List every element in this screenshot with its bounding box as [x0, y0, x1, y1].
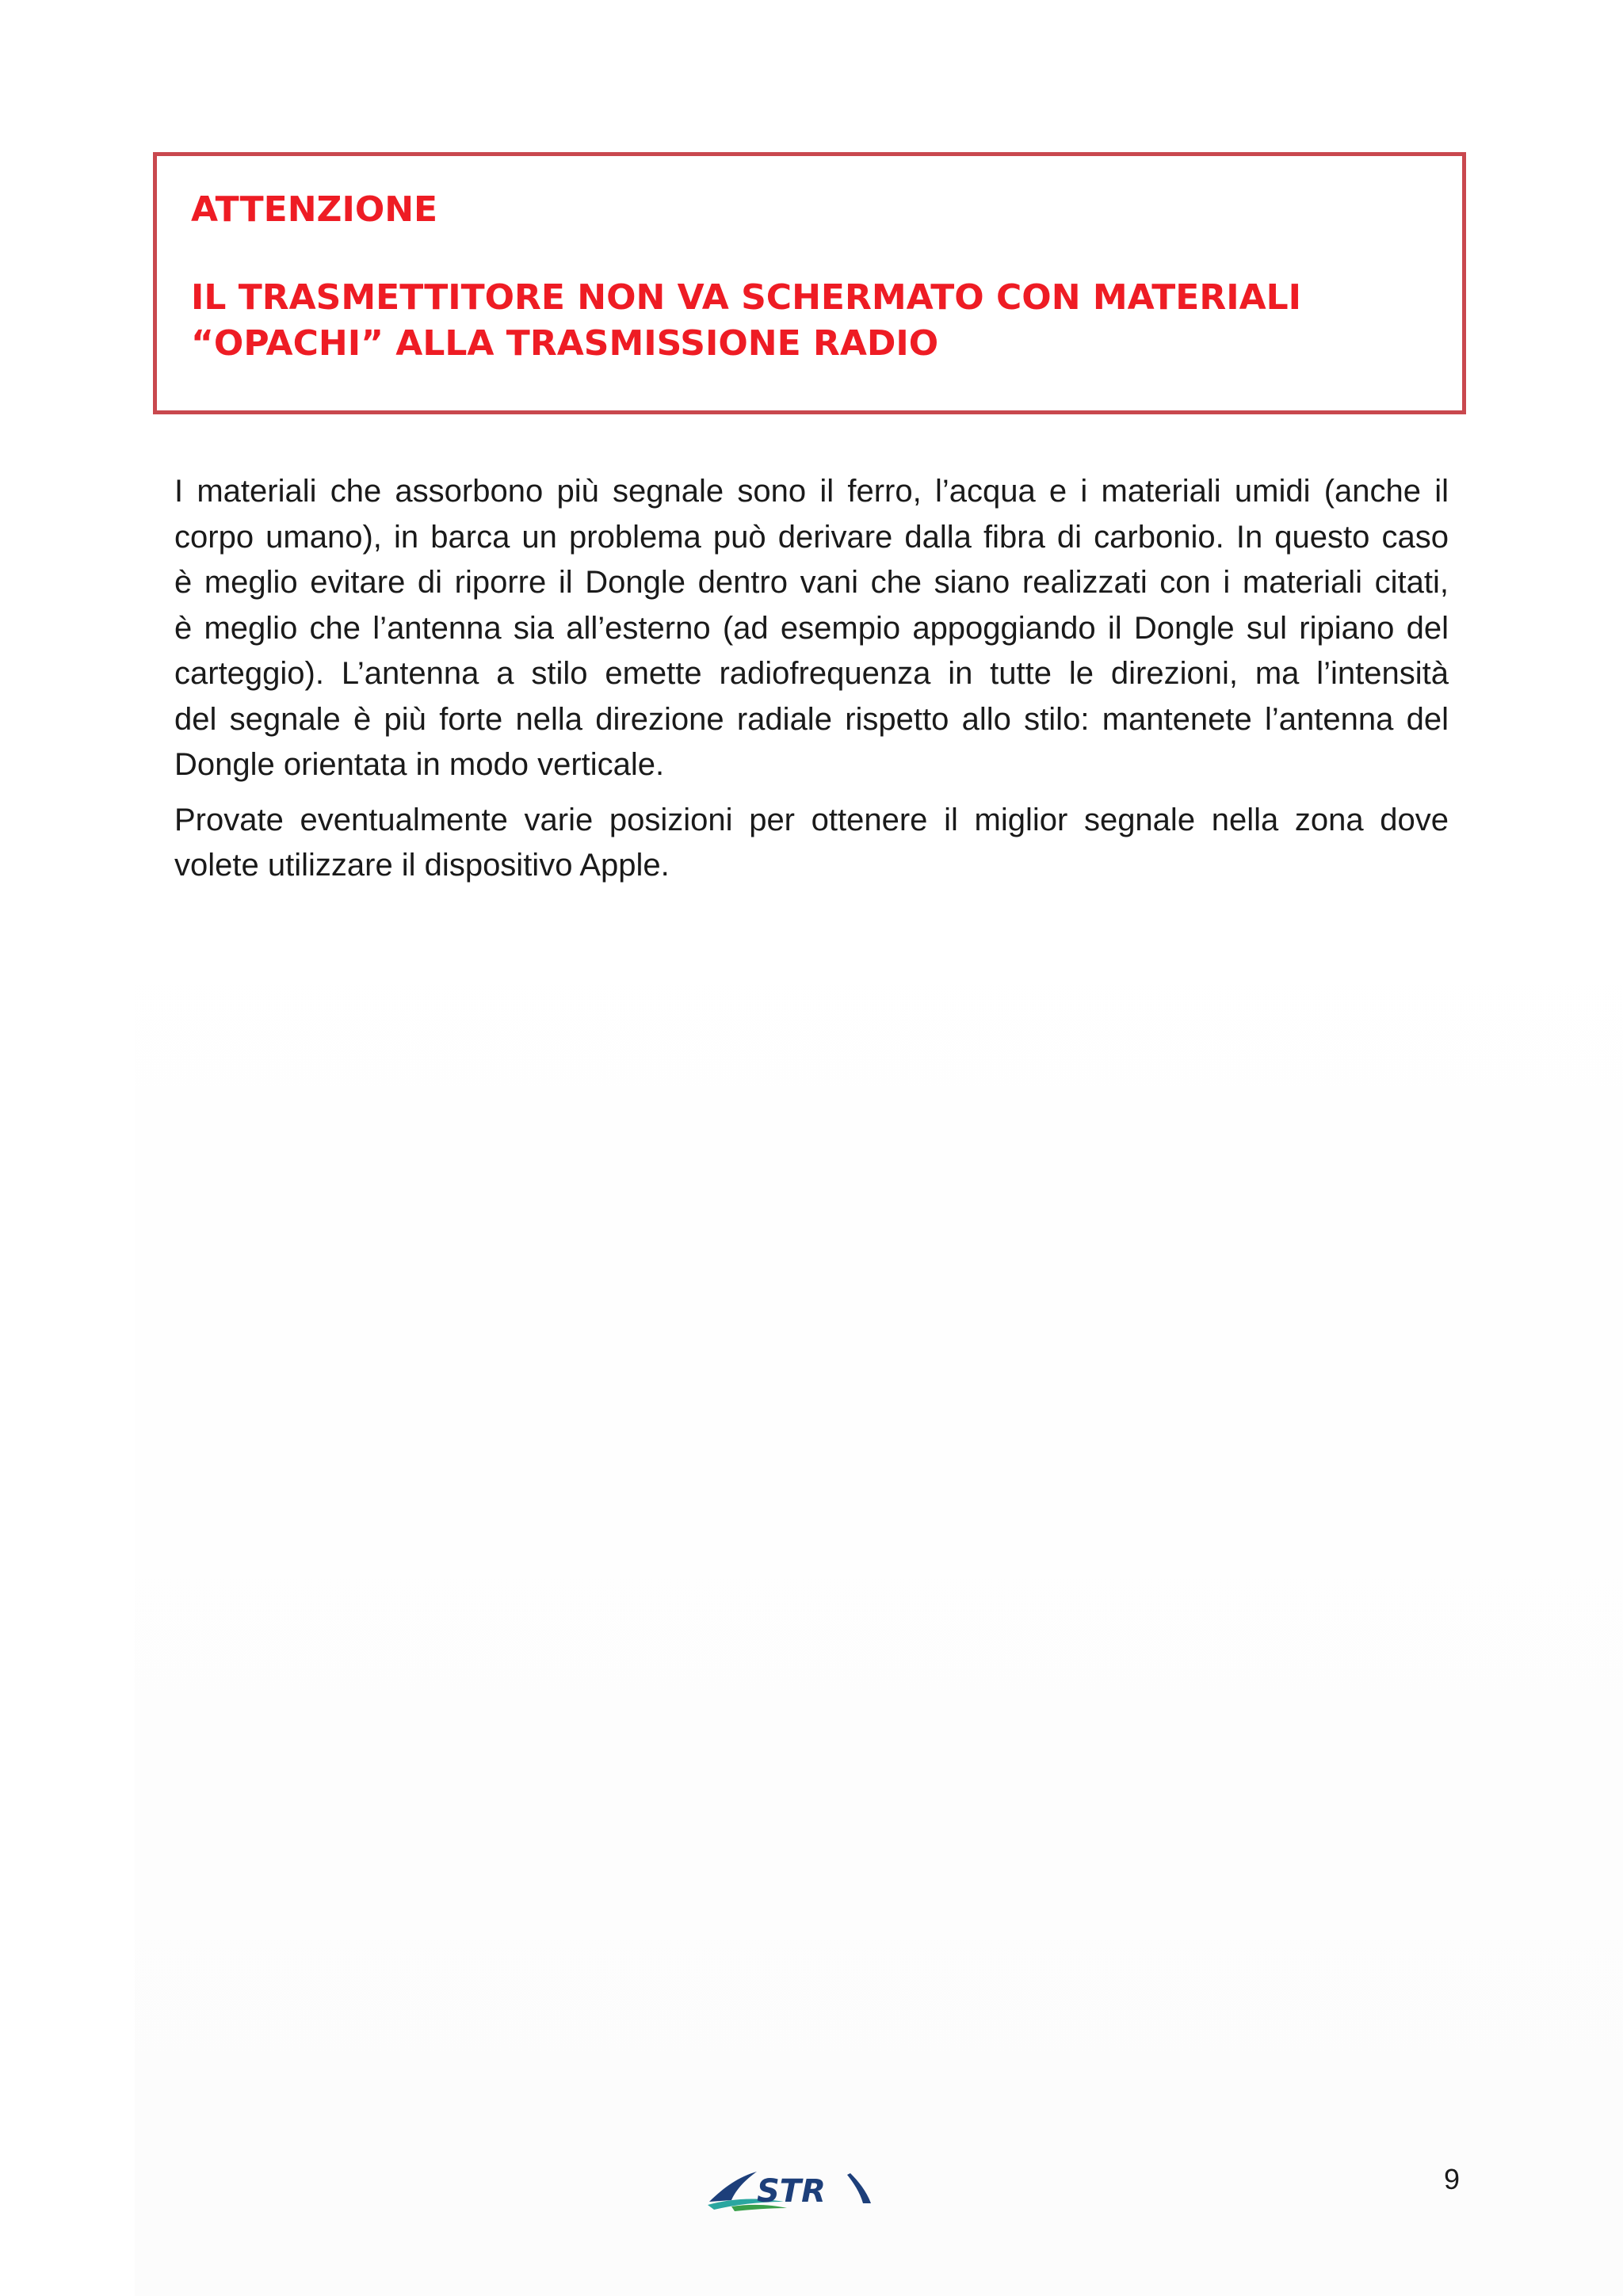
warning-message-line: “OPACHI” ALLA TRASMISSIONE RADIO	[191, 323, 939, 364]
paragraph-antenna-placement	[174, 469, 1449, 788]
paragraph-try-positions	[174, 798, 1449, 889]
text-line: I materiali che assorbono più segnale sono il ferro, l’acqua e i materiali umidi (anche il	[174, 474, 1449, 509]
text-line: Provate eventualmente varie posizioni per ottenere il miglior segnale nella zona dove	[174, 802, 1449, 837]
body-text	[174, 469, 1449, 898]
page-number: 9	[1444, 2163, 1461, 2195]
logo-swoosh-navy	[709, 2172, 757, 2202]
astra-logo	[708, 2165, 882, 2213]
warning-message-line: IL TRASMETTITORE NON VA SCHERMATO CON MATERIALI	[191, 277, 1302, 318]
text-line: Dongle orientata in modo verticale.	[174, 747, 665, 782]
text-line: è meglio che l’antenna sia all’esterno (ad esempio appoggiando il Dongle sul ripiano del	[174, 610, 1449, 646]
text-line: del segnale è più forte nella direzione radiale rispetto allo stilo: mantenete l’antenna del	[174, 701, 1449, 737]
warning-message	[191, 275, 1301, 367]
text-line: corpo umano), in barca un problema può derivare dalla fibra di carbonio. In questo caso	[174, 519, 1449, 555]
text-line: volete utilizzare il dispositivo Apple.	[174, 848, 670, 883]
text-line: è meglio evitare di riporre il Dongle dentro vani che siano realizzati con i materiali citati,	[174, 565, 1449, 600]
warning-box	[153, 152, 1466, 414]
logo-wordmark: STR	[757, 2173, 826, 2210]
text-line: carteggio). L’antenna a stilo emette radiofrequenza in tutte le direzioni, ma l’intensità	[174, 656, 1449, 691]
page-background	[135, 856, 1623, 2296]
warning-title: ATTENZIONE	[191, 189, 438, 230]
logo-tail-mark	[847, 2173, 871, 2203]
